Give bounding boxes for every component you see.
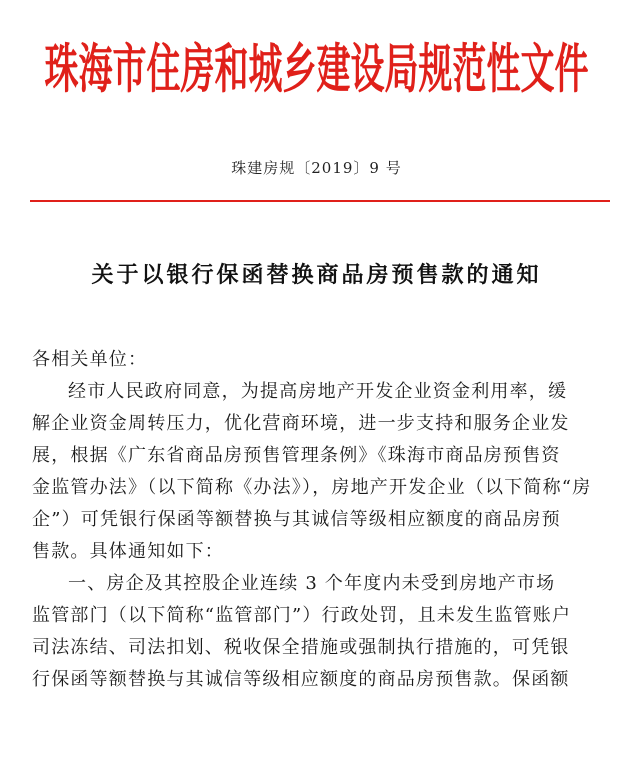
paragraph-1-line: 企”）可凭银行保函等额替换与其诚信等级相应额度的商品房预 bbox=[32, 509, 561, 530]
document-title: 关于以银行保函替换商品房预售款的通知 bbox=[91, 262, 542, 288]
paragraph-2-line: 司法冻结、司法扣划、税收保全措施或强制执行措施的，可凭银 bbox=[32, 637, 570, 658]
paragraph-1-line: 展，根据《广东省商品房预售管理条例》《珠海市商品房预售资 bbox=[32, 445, 561, 466]
paragraph-1-line: 解企业资金周转压力，优化营商环境，进一步支持和服务企业发 bbox=[32, 413, 570, 434]
paragraph-1-line: 金监管办法》（以下简称《办法》），房地产开发企业（以下简称“房 bbox=[32, 477, 592, 498]
paragraph-1-line: 售款。具体通知如下： bbox=[32, 541, 224, 562]
paragraph-2-line: 行保函等额替换与其诚信等级相应额度的商品房预售款。保函额 bbox=[32, 669, 570, 690]
red-divider-line bbox=[30, 200, 610, 202]
salutation: 各相关单位： bbox=[32, 349, 148, 370]
issuer-header: 珠海市住房和城乡建设局规范性文件 bbox=[44, 39, 589, 101]
paragraph-2-line: 监管部门（以下简称“监管部门”）行政处罚，且未发生监管账户 bbox=[32, 605, 572, 626]
paragraph-1-line: 经市人民政府同意，为提高房地产开发企业资金利用率，缓 bbox=[68, 381, 568, 402]
document-body bbox=[32, 344, 632, 696]
paragraph-2-line: 一、房企及其控股企业连续 3 个年度内未受到房地产市场 bbox=[68, 573, 556, 594]
document-number: 珠建房规〔2019〕9 号 bbox=[231, 159, 402, 177]
